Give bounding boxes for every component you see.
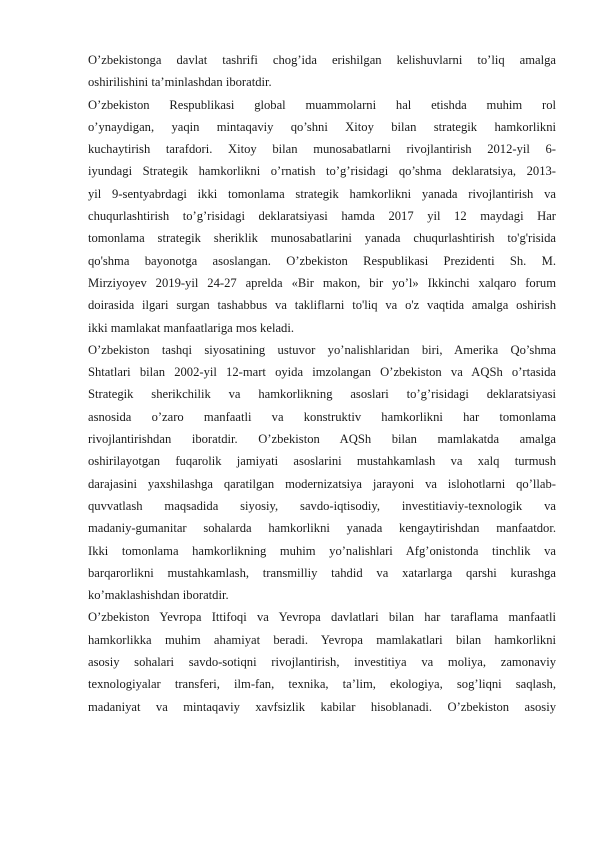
text-line: qo'shma bayonotga asoslangan. O’zbekiston Respublikasi Prezidenti Sh. M. (88, 253, 556, 268)
text-line: tomonlama strategik sheriklik munosabatlarini yanada chuqurlashtirish to'g'risida (88, 231, 556, 246)
text-line: Strategik sherikchilik va hamkorlikning asoslari to’g’risidagi deklaratsiyasi (88, 387, 556, 402)
text-line: hamkorlikka muhim ahamiyat beradi. Yevropa mamlakatlari bilan hamkorlikni (88, 632, 556, 647)
text-line: quvvatlash maqsadida siyosiy, savdo-iqtisodiy, investitiaviy-texnologik va (88, 498, 556, 513)
text-line: madaniy-gumanitar sohalarda hamkorlikni yanada kengaytirishdan manfaatdor. (88, 521, 556, 536)
text-line: O’zbekiston Yevropa Ittifoqi va Yevropa davlatlari bilan har taraflama manfaatli (88, 610, 556, 625)
text-line: ikki mamlakat manfaatlariga mos keladi. (88, 320, 294, 335)
text-line: Shtatlari bilan 2002-yil 12-mart oyida imzolangan O’zbekiston va AQSh o’rtasida (88, 365, 556, 380)
text-line: oshirilishini ta’minlashdan iboratdir. (88, 75, 272, 90)
text-line: asnosida o’zaro manfaatli va konstruktiv hamkorlikni har tomonlama (88, 409, 556, 424)
text-line: O’zbekiston Respublikasi global muammolarni hal etishda muhim rol (88, 97, 556, 112)
text-line: chuqurlashtirish to’g’risidagi deklaratsiyasi hamda 2017 yil 12 maydagi Har (88, 209, 556, 224)
text-line: O’zbekiston tashqi siyosatining ustuvor yo’nalishlaridan biri, Amerika Qo’shma (88, 342, 556, 357)
text-line: ko’maklashishdan iboratdir. (88, 588, 229, 603)
text-line: kuchaytirish tarafdori. Xitoy bilan munosabatlarni rivojlantirish 2012-yil 6- (88, 142, 556, 157)
document-page (88, 49, 556, 718)
text-line: doirasida ilgari surgan tashabbus va takliflarni to'liq va o'z vaqtida amalga oshirish (88, 298, 556, 313)
text-line: yil 9-sentyabrdagi ikki tomonlama strategik hamkorlikni yanada rivojlantirish va (88, 186, 556, 201)
text-line: oshirilayotgan fuqarolik jamiyati asoslarini mustahkamlash va xalq turmush (88, 454, 556, 469)
text-line: iyundagi Strategik hamkorlikni o’rnatish to’g’risidagi qo’shma deklaratsiya, 2013- (88, 164, 556, 179)
text-line: asosiy sohalari savdo-sotiqni rivojlantirish, investitiya va moliya, zamonaviy (88, 655, 556, 670)
text-line: darajasini yaxshilashga qaratilgan modernizatsiya jarayoni va islohotlarni qo’llab- (88, 476, 556, 491)
text-line: o’ynaydigan, yaqin mintaqaviy qo’shni Xitoy bilan strategik hamkorlikni (88, 119, 556, 134)
text-line: rivojlantirishdan iboratdir. O’zbekiston AQSh bilan mamlakatda amalga (88, 432, 556, 447)
text-line: barqarorlikni mustahkamlash, transmilliy tahdid va xatarlarga qarshi kurashga (88, 565, 556, 580)
text-line: O’zbekistonga davlat tashrifi chog’ida erishilgan kelishuvlarni to’liq amalga (88, 53, 556, 67)
text-line: texnologiyalar transferi, ilm-fan, texnika, ta’lim, ekologiya, sog’liqni saqlash, (88, 677, 556, 692)
text-line: madaniyat va mintaqaviy xavfsizlik kabilar hisoblanadi. O’zbekiston asosiy (88, 699, 556, 714)
text-line: Mirziyoyev 2019-yil 24-27 aprelda «Bir makon, bir yo’l» Ikkinchi xalqaro forum (88, 275, 556, 290)
text-line: Ikki tomonlama hamkorlikning muhim yo’nalishlari Afg’onistonda tinchlik va (88, 543, 556, 558)
